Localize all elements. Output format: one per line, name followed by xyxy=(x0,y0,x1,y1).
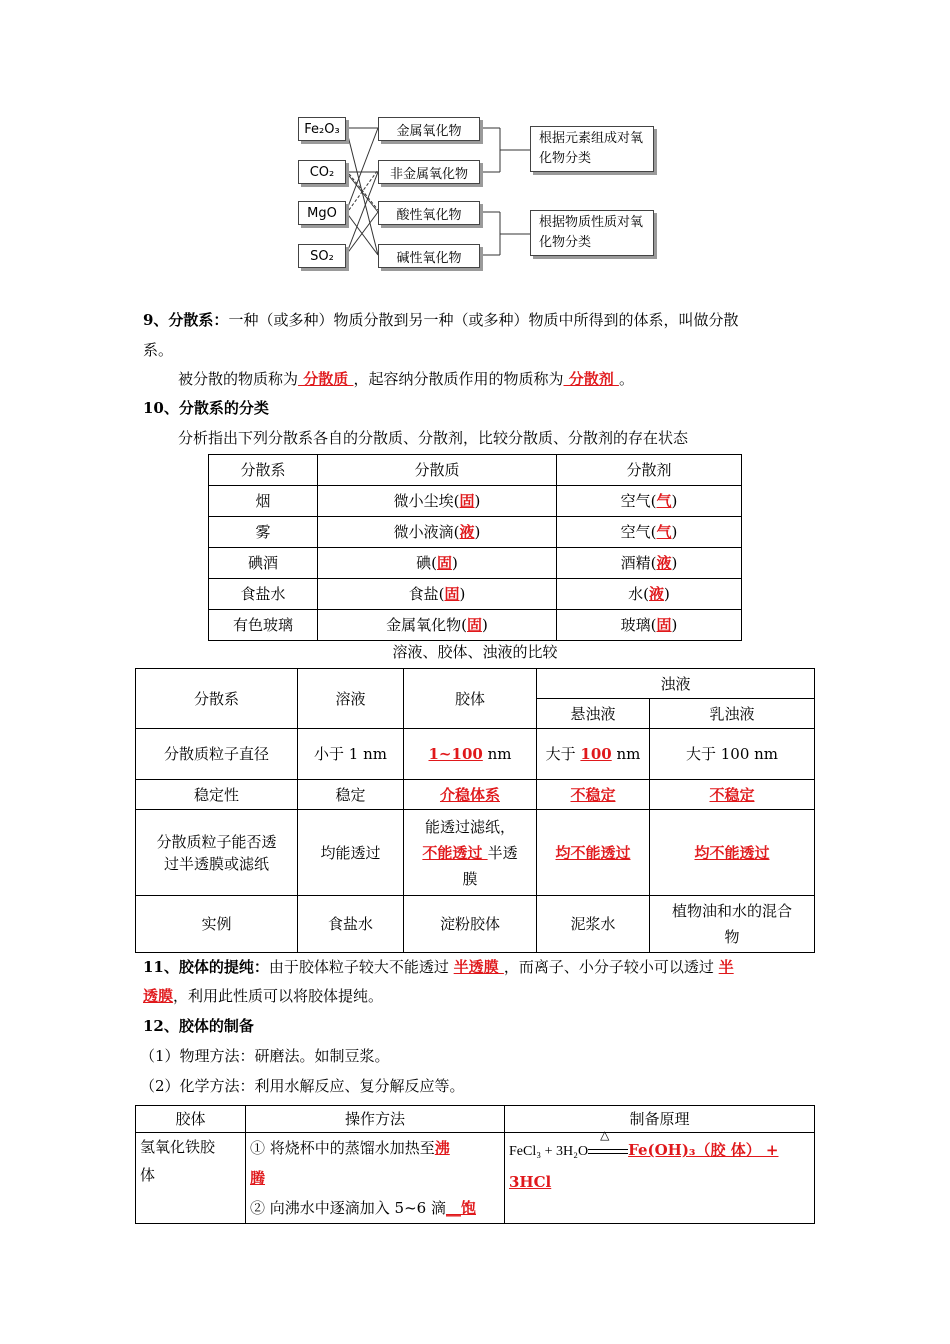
s9-line1 xyxy=(143,309,738,331)
s9-heading: 9、分散系： xyxy=(143,311,229,329)
equation-right1: Fe(OH)₃（胶 体） + xyxy=(628,1141,779,1159)
t1-cell: 碘酒 xyxy=(209,548,318,579)
t2-cell: 淀粉胶体 xyxy=(404,896,537,953)
type-basic-oxide: 碱性氧化物 xyxy=(378,244,480,268)
criterion-composition: 根据元素组成对氧化物分类 xyxy=(530,126,654,172)
t2-cell: 稳定性 xyxy=(136,780,298,810)
t3-cell-principle xyxy=(505,1128,815,1224)
type-nonmetal-oxide: 非金属氧化物 xyxy=(378,160,480,184)
t1-cell: 微小尘埃(固) xyxy=(318,486,557,517)
t2-header-system: 分散系 xyxy=(136,669,298,729)
t1-header-dispersant: 分散剂 xyxy=(557,455,742,486)
s9-text2: 系。 xyxy=(143,341,174,359)
t1-header-system: 分散系 xyxy=(209,455,318,486)
t1-cell: 微小液滴(液) xyxy=(318,517,557,548)
t2-cell: 不稳定 xyxy=(537,780,650,810)
table-row xyxy=(136,729,815,780)
t2-cell: 不稳定 xyxy=(650,780,815,810)
t2-header-solution: 溶液 xyxy=(298,669,404,729)
t2-cell: 均不能透过 xyxy=(537,810,650,896)
preparation-table xyxy=(135,1105,815,1224)
table-row xyxy=(136,1133,815,1224)
t1-cell: 食盐(固) xyxy=(318,579,557,610)
s12-method2: （2）化学方法：利用水解反应、复分解反应等。 xyxy=(140,1077,465,1095)
t3-cell-name: 氢氧化铁胶 体 xyxy=(136,1133,246,1224)
t1-cell: 水(液) xyxy=(557,579,742,610)
t2-cell: 植物油和水的混合 物 xyxy=(650,896,815,953)
answer-semipermeable-1: 半透膜 xyxy=(453,958,504,976)
t2-cell: 稳定 xyxy=(298,780,404,810)
s10-heading: 10、分散系的分类 xyxy=(143,399,269,417)
t3-header-colloid: 胶体 xyxy=(136,1106,246,1133)
answer-semipermeable-2b: 透膜 xyxy=(143,987,174,1005)
heat-arrow xyxy=(588,1128,628,1161)
t3-header-operation: 操作方法 xyxy=(246,1106,505,1133)
s9-l2a: 被分散的物质称为 xyxy=(178,370,299,388)
comparison-table xyxy=(135,668,815,953)
s9-line2 xyxy=(178,368,634,390)
s11-t2: ，而离子、小分子较小可以透过 xyxy=(503,958,719,976)
t2-header-emulsion: 乳浊液 xyxy=(650,699,815,729)
s12-heading: 12、胶体的制备 xyxy=(143,1017,254,1035)
table-row xyxy=(136,896,815,953)
s9-l2b: ，起容纳分散质作用的物质称为 xyxy=(353,370,564,388)
t2-cell: 小于 1 nm xyxy=(298,729,404,780)
t1-header-dispersed: 分散质 xyxy=(318,455,557,486)
t2-cell: 分散质粒子能否透 过半透膜或滤纸 xyxy=(136,810,298,896)
s12-method1: （1）物理方法：研磨法。如制豆浆。 xyxy=(140,1047,390,1065)
s11-line2 xyxy=(143,985,383,1007)
heat-icon: △ xyxy=(600,1128,610,1142)
s9-l2c: 。 xyxy=(618,370,634,388)
s10-intro: 分析指出下列分散系各自的分散质、分散剂，比较分散质、分散剂的存在状态 xyxy=(178,429,689,447)
type-acidic-oxide: 酸性氧化物 xyxy=(378,201,480,225)
t1-cell: 有色玻璃 xyxy=(209,610,318,641)
s11-t3: ，利用此性质可以将胶体提纯。 xyxy=(173,987,384,1005)
t2-header-colloid: 胶体 xyxy=(404,669,537,729)
s11-t1: 由于胶体粒子较大不能透过 xyxy=(268,958,454,976)
t3-header-principle: 制备原理 xyxy=(505,1106,815,1133)
criterion-property: 根据物质性质对氧化物分类 xyxy=(530,210,654,256)
t2-cell: 大于 100 nm xyxy=(650,729,815,780)
table-row xyxy=(209,610,742,641)
table2-caption: 溶液、胶体、浊液的比较 xyxy=(392,643,558,661)
t2-header-suspension: 悬浊液 xyxy=(537,699,650,729)
dispersion-table xyxy=(208,454,742,641)
equation-left: FeCl₃ + 3H₂O xyxy=(509,1144,589,1159)
t2-cell: 实例 xyxy=(136,896,298,953)
answer-dispersant: 分散剂 xyxy=(563,370,619,388)
table-row xyxy=(136,810,815,896)
compound-mgo: MgO xyxy=(298,201,346,225)
s9-text1: 一种（或多种）物质分散到另一种（或多种）物质中所得到的体系，叫做分散 xyxy=(228,311,739,329)
answer-dispersed-substance: 分散质 xyxy=(298,370,354,388)
t1-cell: 雾 xyxy=(209,517,318,548)
t1-cell: 玻璃(固) xyxy=(557,610,742,641)
t2-cell: 大于 100 nm xyxy=(537,729,650,780)
compound-co2: CO₂ xyxy=(298,160,346,184)
table-row xyxy=(209,579,742,610)
t2-cell: 能透过滤纸， 不能透过 半透 膜 xyxy=(404,810,537,896)
t1-cell: 空气(气) xyxy=(557,486,742,517)
compound-so2: SO₂ xyxy=(298,244,346,268)
t1-cell: 金属氧化物(固) xyxy=(318,610,557,641)
t2-cell: 分散质粒子直径 xyxy=(136,729,298,780)
t1-cell: 食盐水 xyxy=(209,579,318,610)
t2-header-turbid: 浊液 xyxy=(537,669,815,699)
compound-fe2o3: Fe₂O₃ xyxy=(298,117,346,141)
t2-cell: 泥浆水 xyxy=(537,896,650,953)
t1-cell: 空气(气) xyxy=(557,517,742,548)
equation-right2: 3HCl xyxy=(509,1173,552,1191)
s11-heading: 11、胶体的提纯： xyxy=(143,958,269,976)
table-row xyxy=(209,517,742,548)
answer-semipermeable-2a: 半 xyxy=(718,958,734,976)
t2-cell: 1~100 nm xyxy=(404,729,537,780)
t2-cell: 食盐水 xyxy=(298,896,404,953)
s11-line1 xyxy=(143,956,734,978)
t1-cell: 碘(固) xyxy=(318,548,557,579)
type-metal-oxide: 金属氧化物 xyxy=(378,117,480,141)
table-row xyxy=(209,548,742,579)
table-row xyxy=(136,780,815,810)
t2-cell: 均能透过 xyxy=(298,810,404,896)
t1-cell: 烟 xyxy=(209,486,318,517)
t3-cell-operation: ① 将烧杯中的蒸馏水加热至沸 腾 ② 向沸水中逐滴加入 5~6 滴__饱 xyxy=(246,1133,505,1224)
table-row xyxy=(209,486,742,517)
t2-cell: 均不能透过 xyxy=(650,810,815,896)
t1-cell: 酒精(液) xyxy=(557,548,742,579)
t2-cell: 介稳体系 xyxy=(404,780,537,810)
